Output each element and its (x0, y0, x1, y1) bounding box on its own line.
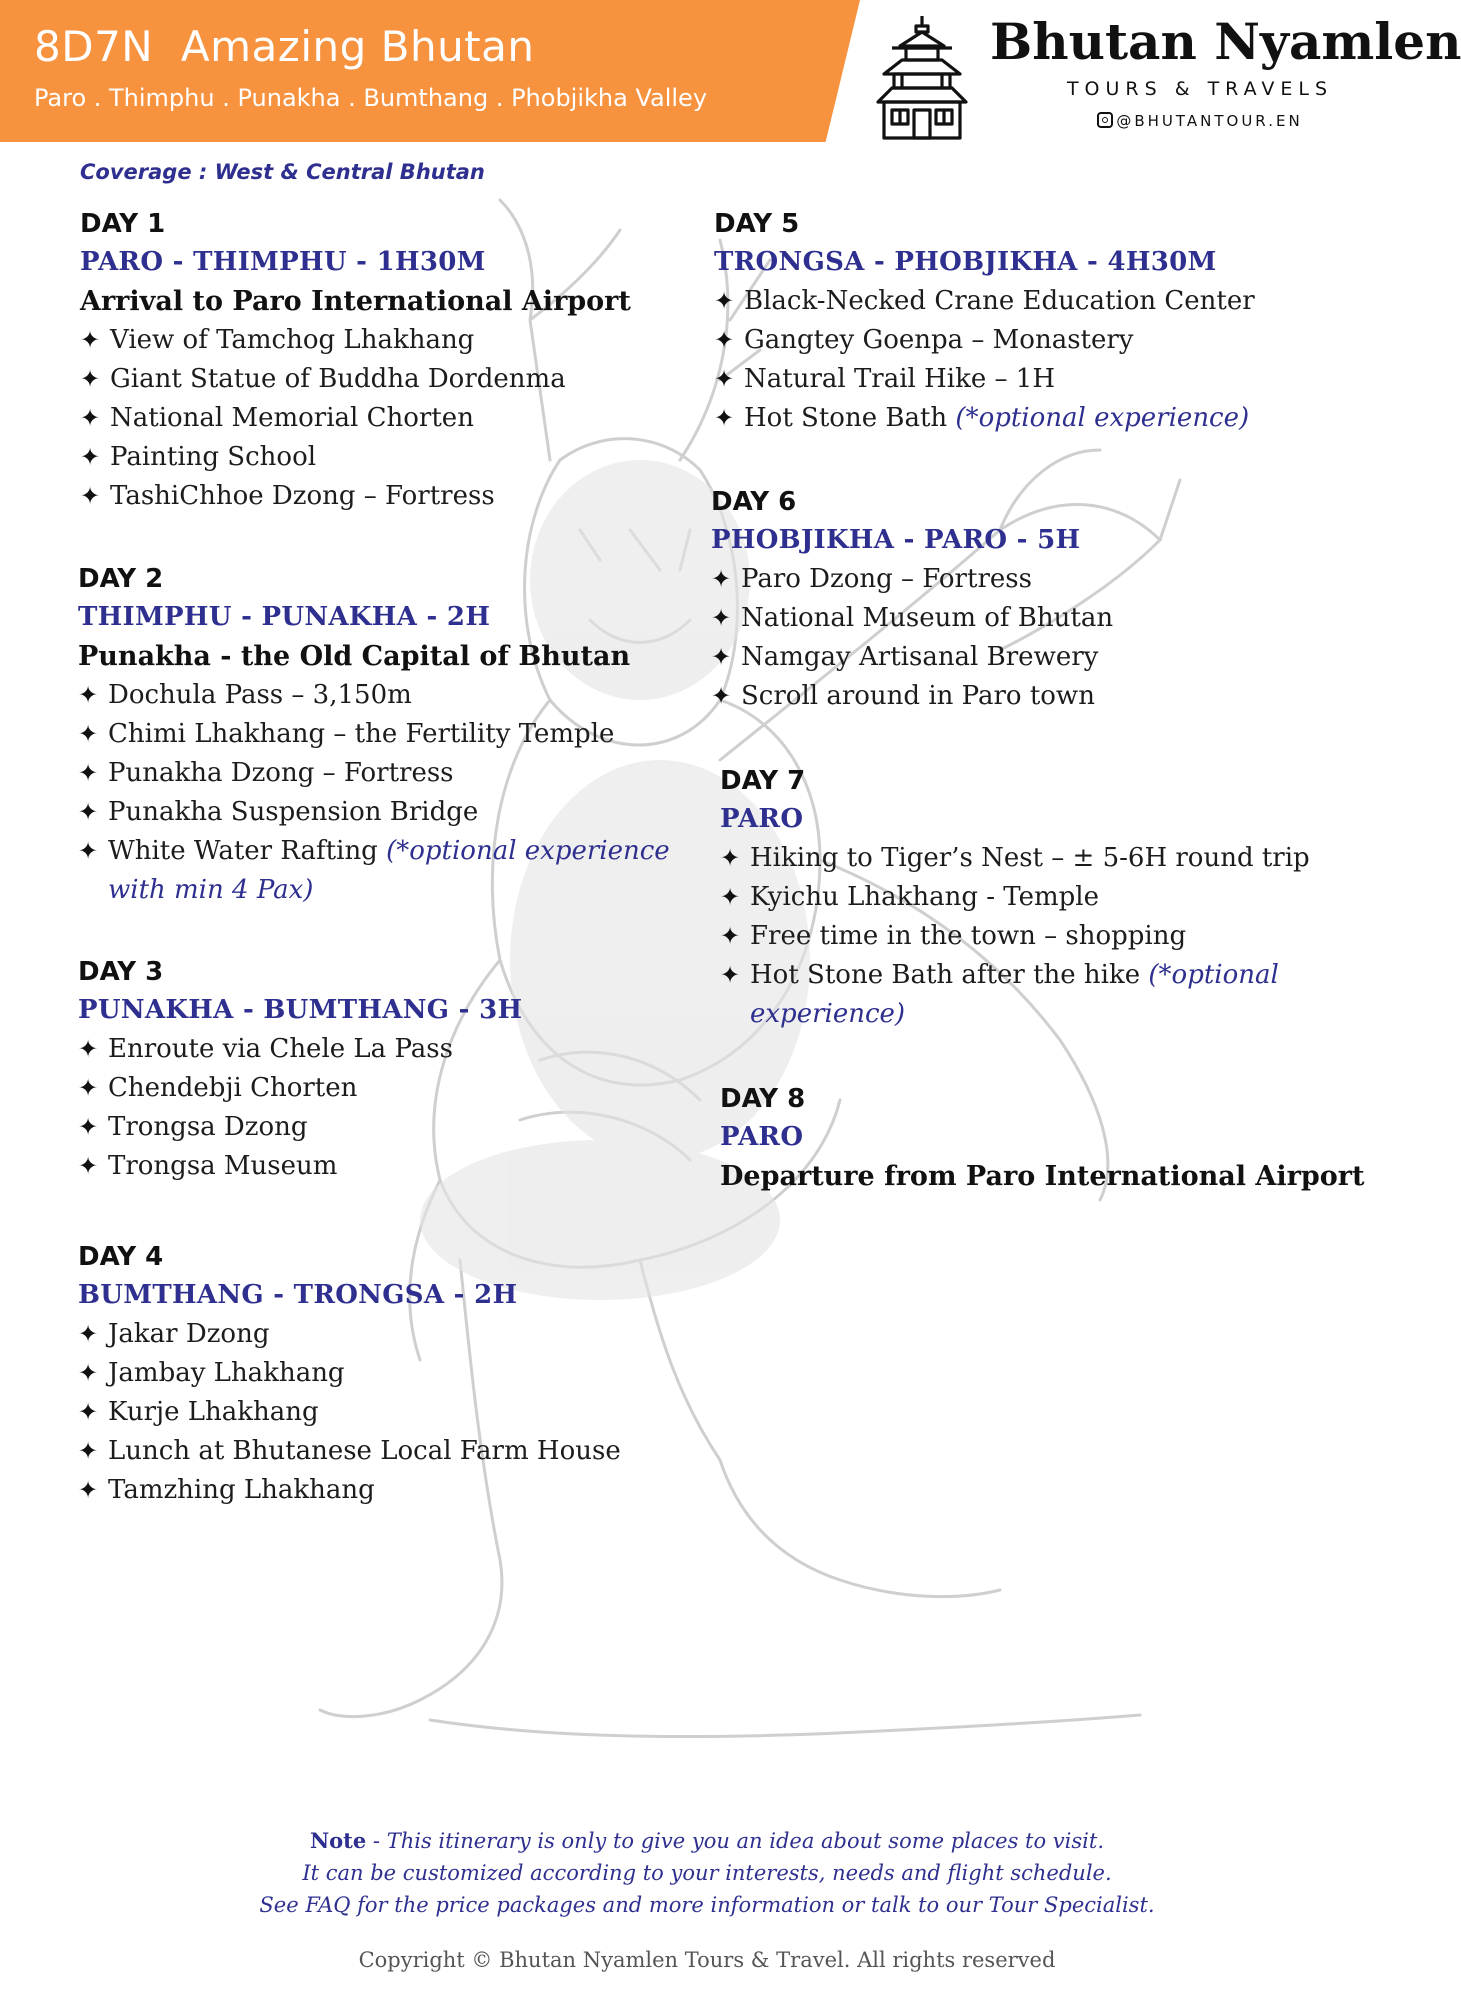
star-bullet-icon: ✦ (78, 1359, 99, 1387)
activity-item: ✦ Trongsa Museum (78, 1147, 522, 1186)
star-bullet-icon: ✦ (78, 837, 99, 865)
activity-item: ✦ National Museum of Bhutan (711, 599, 1113, 638)
activity-item: ✦ Scroll around in Paro town (711, 677, 1113, 716)
day-headline: Departure from Paro International Airport (720, 1161, 1365, 1192)
star-bullet-icon: ✦ (80, 365, 101, 393)
page-subtitle: Paro . Thimphu . Punakha . Bumthang . Phobjikha Valley (34, 84, 708, 112)
day-label: DAY 6 (711, 487, 797, 517)
star-bullet-icon: ✦ (80, 443, 101, 471)
star-bullet-icon: ✦ (711, 643, 732, 671)
star-bullet-icon: ✦ (78, 1113, 99, 1141)
star-bullet-icon: ✦ (78, 1476, 99, 1504)
activity-item: ✦ Punakha Dzong – Fortress (78, 754, 698, 793)
day-label: DAY 2 (78, 564, 164, 594)
day-label: DAY 1 (80, 209, 166, 239)
star-bullet-icon: ✦ (720, 883, 741, 911)
day-label: DAY 5 (714, 209, 800, 239)
activity-item: ✦ View of Tamchog Lhakhang (80, 321, 631, 360)
star-bullet-icon: ✦ (80, 326, 101, 354)
day-label: DAY 8 (720, 1084, 806, 1114)
instagram-handle-text: @BHUTANTOUR.EN (1116, 112, 1303, 130)
itinerary-note (160, 1825, 1254, 1921)
activity-item: ✦ Chendebji Chorten (78, 1069, 522, 1108)
note-line-3: See FAQ for the price packages and more information or talk to our Tour Specialist. (259, 1893, 1155, 1917)
star-bullet-icon: ✦ (78, 1398, 99, 1426)
star-bullet-icon: ✦ (714, 404, 735, 432)
day-4-section (78, 1238, 621, 1510)
star-bullet-icon: ✦ (720, 961, 741, 989)
day-3-section (78, 953, 522, 1186)
day-label: DAY 7 (720, 766, 806, 796)
activity-item: ✦ Namgay Artisanal Brewery (711, 638, 1113, 677)
instagram-handle (1040, 112, 1360, 130)
day-route: BUMTHANG - TRONGSA - 2H (78, 1280, 518, 1310)
activity-item: ✦ Tamzhing Lhakhang (78, 1471, 621, 1510)
optional-note: (*optional experience) (955, 403, 1250, 433)
activity-item: ✦ Paro Dzong – Fortress (711, 560, 1113, 599)
day-headline: Arrival to Paro International Airport (80, 286, 631, 317)
day-headline: Punakha - the Old Capital of Bhutan (78, 641, 631, 672)
day-route: THIMPHU - PUNAKHA - 2H (78, 602, 491, 632)
activity-item: ✦ National Memorial Chorten (80, 399, 631, 438)
optional-note: (*optional experience with min 4 Pax) (108, 836, 670, 905)
star-bullet-icon: ✦ (78, 1437, 99, 1465)
activity-item: ✦ Giant Statue of Buddha Dordenma (80, 360, 631, 399)
day-5-section (714, 205, 1255, 438)
day-7-section (720, 762, 1360, 1034)
day-2-section (78, 560, 698, 910)
star-bullet-icon: ✦ (714, 326, 735, 354)
copyright-text: Copyright © Bhutan Nyamlen Tours & Travel. All rights reserved (358, 1948, 1056, 1972)
day-route: TRONGSA - PHOBJIKHA - 4H30M (714, 247, 1217, 277)
activity-item: ✦ Trongsa Dzong (78, 1108, 522, 1147)
activity-item: ✦ Painting School (80, 438, 631, 477)
day-route: PHOBJIKHA - PARO - 5H (711, 525, 1081, 555)
optional-note: (*optional experience) (750, 960, 1279, 1029)
brand-name: Bhutan Nyamlen (990, 12, 1461, 71)
activity-item: ✦ Kyichu Lhakhang - Temple (720, 878, 1360, 917)
activity-item: ✦ Kurje Lhakhang (78, 1393, 621, 1432)
star-bullet-icon: ✦ (80, 404, 101, 432)
activity-item: ✦ Free time in the town – shopping (720, 917, 1360, 956)
star-bullet-icon: ✦ (78, 1035, 99, 1063)
activity-item: ✦ Punakha Suspension Bridge (78, 793, 698, 832)
day-route: PARO (720, 1122, 804, 1152)
star-bullet-icon: ✦ (78, 720, 99, 748)
activity-item: ✦ Hot Stone Bath (*optional experience) (714, 399, 1255, 438)
star-bullet-icon: ✦ (78, 1320, 99, 1348)
activity-item: ✦ Chimi Lhakhang – the Fertility Temple (78, 715, 698, 754)
brand-tagline: TOURS & TRAVELS (1066, 78, 1334, 100)
day-8-section (720, 1080, 1364, 1196)
activity-item: ✦ White Water Rafting (*optional experience with min 4 Pax) (78, 832, 698, 910)
activity-item: ✦ Enroute via Chele La Pass (78, 1030, 522, 1069)
activity-item: ✦ Gangtey Goenpa – Monastery (714, 321, 1255, 360)
note-label: Note (309, 1828, 367, 1853)
day-route: PARO - THIMPHU - 1H30M (80, 247, 486, 277)
day-label: DAY 4 (78, 1242, 164, 1272)
star-bullet-icon: ✦ (78, 1074, 99, 1102)
star-bullet-icon: ✦ (78, 1152, 99, 1180)
activity-item: ✦ Dochula Pass – 3,150m (78, 676, 698, 715)
star-bullet-icon: ✦ (78, 759, 99, 787)
star-bullet-icon: ✦ (711, 604, 732, 632)
note-line-2: It can be customized according to your interests, needs and flight schedule. (302, 1861, 1112, 1885)
day-6-section (711, 483, 1113, 716)
star-bullet-icon: ✦ (78, 798, 99, 826)
star-bullet-icon: ✦ (714, 365, 735, 393)
activity-item: ✦ Jakar Dzong (78, 1315, 621, 1354)
star-bullet-icon: ✦ (711, 565, 732, 593)
activity-item: ✦ Black-Necked Crane Education Center (714, 282, 1255, 321)
activity-item: ✦ Jambay Lhakhang (78, 1354, 621, 1393)
instagram-icon (1097, 112, 1113, 128)
day-1-section (80, 205, 631, 516)
coverage-label: Coverage : West & Central Bhutan (80, 160, 485, 184)
page-title: 8D7N Amazing Bhutan (34, 22, 535, 71)
day-route: PUNAKHA - BUMTHANG - 3H (78, 995, 523, 1025)
star-bullet-icon: ✦ (720, 844, 741, 872)
star-bullet-icon: ✦ (720, 922, 741, 950)
note-line-1: - This itinerary is only to give you an idea about some places to visit. (366, 1829, 1104, 1853)
star-bullet-icon: ✦ (714, 287, 735, 315)
day-route: PARO (720, 804, 804, 834)
dzong-temple-logo-icon (872, 14, 972, 144)
star-bullet-icon: ✦ (80, 482, 101, 510)
activity-item: ✦ Hot Stone Bath after the hike (*optional experience) (720, 956, 1360, 1034)
star-bullet-icon: ✦ (78, 681, 99, 709)
activity-item: ✦ Natural Trail Hike – 1H (714, 360, 1255, 399)
day-label: DAY 3 (78, 957, 164, 987)
activity-item: ✦ Hiking to Tiger’s Nest – ± 5-6H round trip (720, 839, 1360, 878)
activity-item: ✦ TashiChhoe Dzong – Fortress (80, 477, 631, 516)
star-bullet-icon: ✦ (711, 682, 732, 710)
activity-item: ✦ Lunch at Bhutanese Local Farm House (78, 1432, 621, 1471)
